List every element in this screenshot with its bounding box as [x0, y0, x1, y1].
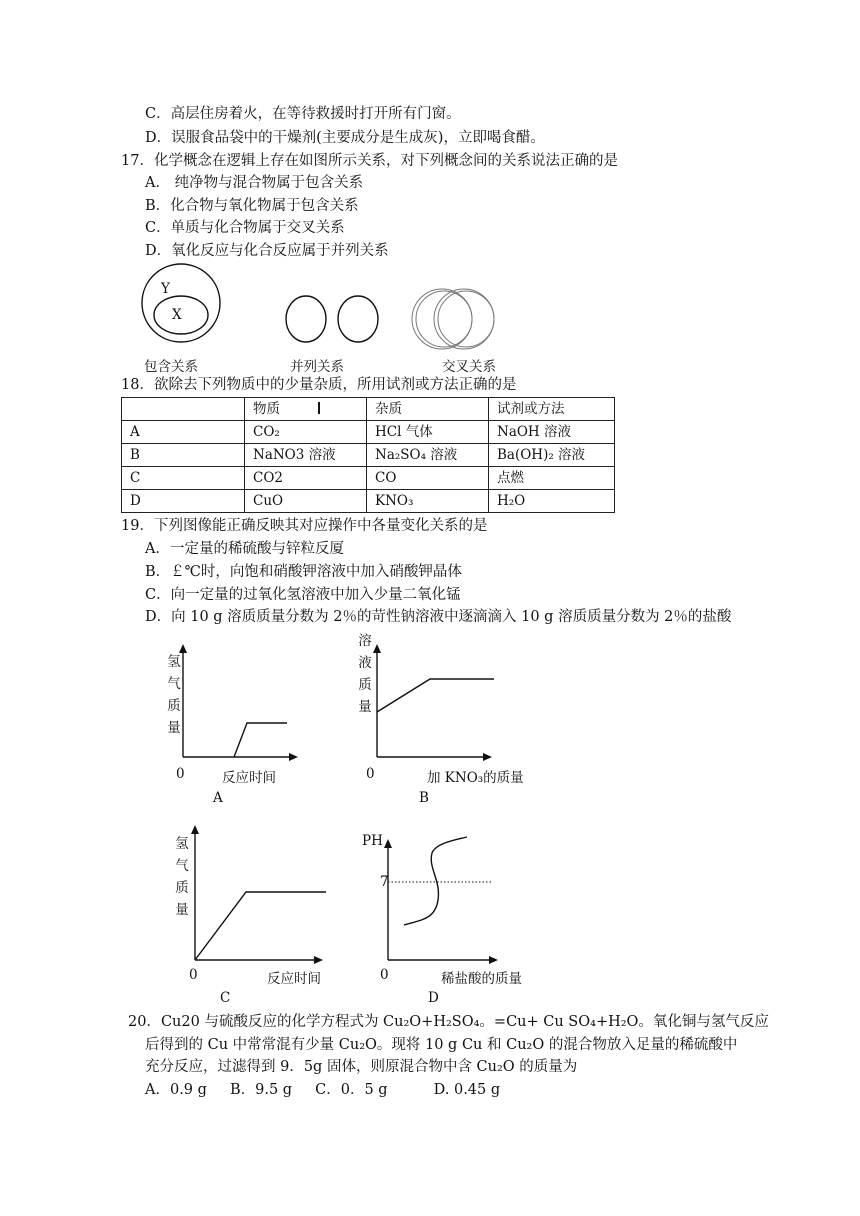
q17-option-c: C．单质与化合物属于交叉关系 [145, 220, 345, 236]
cross-diagram [412, 289, 494, 349]
parallel-diagram [286, 296, 378, 342]
caption-parallel: 并列关系 [290, 359, 344, 375]
table-cell: NaNO3 溶液 [245, 444, 367, 467]
graph-a-origin: 0 [176, 766, 185, 782]
table-row [122, 444, 615, 467]
table-cell: CO₂ [245, 421, 367, 444]
table-cell: C [122, 467, 245, 490]
q20-options: A．0.9 g B．9.5 g C．0．5 g D. 0.45 g [145, 1082, 501, 1098]
table-cell: CO [367, 467, 489, 490]
table-cell: NaOH 溶液 [489, 421, 615, 444]
table-cell: D [122, 490, 245, 513]
q17-stem: 17．化学概念在逻辑上存在如图所示关系，对下列概念间的关系说法正确的是 [121, 153, 618, 169]
q19-stem: 19．下列图像能正确反映其对应操作中各量变化关系的是 [121, 518, 488, 534]
graph-b-origin: 0 [366, 766, 375, 782]
q17-option-a: A． 纯净物与混合物属于包含关系 [145, 175, 364, 191]
graph-b-caption: B [419, 790, 429, 806]
graph-d-origin: 0 [380, 967, 389, 983]
containment-diagram [142, 264, 220, 342]
outer-circle-y [142, 264, 220, 342]
table-header: 物质 [245, 398, 367, 421]
graph-d-caption: D [428, 990, 439, 1006]
q20-line1: 20．Cu20 与硫酸反应的化学方程式为 Cu₂O+H₂SO₄。=Cu+ Cu SO₄+H₂O。氧化铜与氢气反应 [128, 1014, 769, 1030]
q19-option-c: C．向一定量的过氧化氢溶液中加入少量二氧化锰 [145, 587, 461, 603]
graph-b [373, 644, 494, 761]
graph-d [384, 837, 498, 964]
q17-option-b: B．化合物与氧化物属于包含关系 [145, 198, 359, 214]
table-cell: Na₂SO₄ 溶液 [367, 444, 489, 467]
q16-option-d: D．误服食品袋中的干燥剂(主要成分是生成灰)，立即喝食醋。 [145, 130, 545, 146]
table-header: 试剂或方法 [489, 398, 615, 421]
table-row [122, 490, 615, 513]
graph-c-origin: 0 [189, 967, 198, 983]
graph-c-xlabel: 反应时间 [267, 971, 321, 987]
graph-b-ylabel: 溶 液 质 量 [358, 633, 372, 715]
caption-cross: 交叉关系 [442, 359, 496, 375]
q16-option-c: C．高层住房着火，在等待救援时打开所有门窗。 [145, 106, 461, 122]
graph-c [191, 825, 326, 964]
table-row [122, 421, 615, 444]
table-cell: B [122, 444, 245, 467]
table-cell: CO2 [245, 467, 367, 490]
q18-table [121, 397, 615, 513]
q19-option-b: B．￡℃时，向饱和硝酸钾溶液中加入硝酸钾晶体 [145, 564, 462, 580]
table-cell: A [122, 421, 245, 444]
cursor-mark [318, 402, 320, 414]
label-y: Y [161, 281, 170, 297]
table-cell: CuO [245, 490, 367, 513]
caption-contain: 包含关系 [144, 359, 198, 375]
graph-a [179, 644, 298, 761]
graph-c-ylabel: 氢 气 质 量 [175, 836, 189, 918]
table-header-row [122, 398, 615, 421]
graph-b-xlabel: 加 KNO₃的质量 [427, 770, 524, 786]
graph-d-tick-7: 7 [380, 874, 389, 890]
graph-d-xlabel: 稀盐酸的质量 [441, 971, 522, 987]
q19-option-a: A．一定量的稀硫酸与锌粒反厦 [145, 541, 344, 557]
graph-a-caption: A [213, 790, 223, 806]
graph-d-ylabel: PH [362, 833, 383, 849]
table-cell: 点燃 [489, 467, 615, 490]
table-header [122, 398, 245, 421]
graph-a-ylabel: 氢 气 质 量 [167, 654, 181, 736]
q20-line2: 后得到的 Cu 中常常混有少量 Cu₂O。现将 10 g Cu 和 Cu₂O 的混合物放入足量的稀硫酸中 [145, 1037, 738, 1053]
table-cell: Ba(OH)₂ 溶液 [489, 444, 615, 467]
table-header: 杂质 [367, 398, 489, 421]
table-cell: KNO₃ [367, 490, 489, 513]
graph-a-xlabel: 反应时间 [222, 770, 276, 786]
q18-stem: 18．欲除去下列物质中的少量杂质，所用试剂或方法正确的是 [121, 377, 517, 393]
table-cell: HCl 气体 [367, 421, 489, 444]
label-x: X [172, 307, 182, 323]
q17-option-d: D．氧化反应与化合反应属于并列关系 [145, 243, 389, 259]
table-row [122, 467, 615, 490]
table-cell: H₂O [489, 490, 615, 513]
q20-line3: 充分反应，过滤得到 9．5g 固体，则原混合物中含 Cu₂O 的质量为 [145, 1059, 578, 1075]
q19-option-d: D．向 10 g 溶质质量分数为 2％的苛性钠溶液中逐滴滴入 10 g 溶质质量分数为 2％的盐酸 [145, 609, 732, 625]
graph-c-caption: C [220, 990, 231, 1006]
